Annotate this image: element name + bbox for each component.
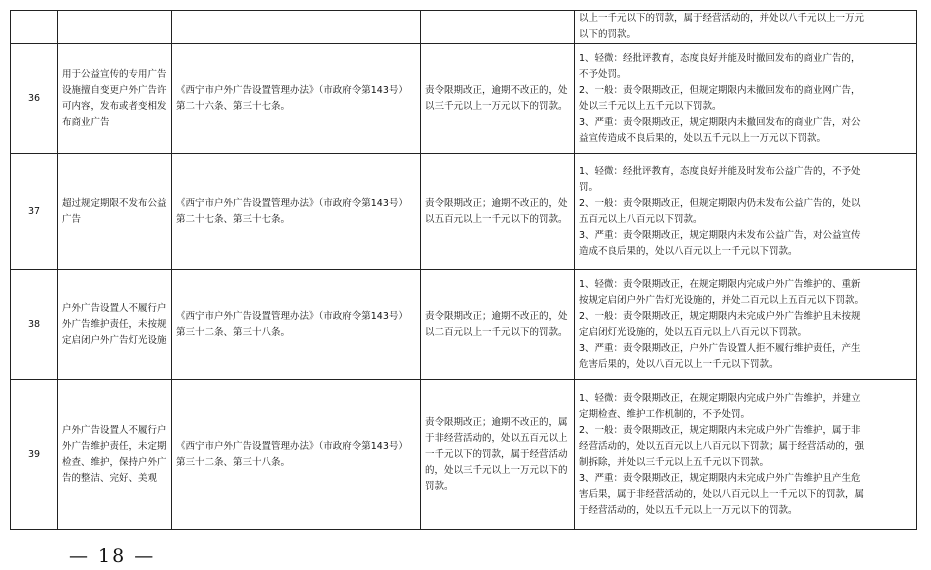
standard-line: 3、严重：责令限期改正，规定期限内未撤回发布的商业广告，对公	[579, 116, 861, 128]
standard-line: 五百元以上八百元以下罚款。	[579, 213, 703, 225]
standard-line: 1、轻微：责令限期改正，在规定期限内完成户外广告维护的、重新	[579, 278, 861, 290]
standard-line: 处以三千元以上五千元以下罚款。	[579, 100, 722, 112]
standard-line: 按规定启闭户外广告灯光设施的，并处二百元以上五百元以下罚款。	[579, 294, 865, 306]
standard-line: 危害后果的，处以八百元以上一千元以下罚款。	[579, 358, 779, 370]
violation-condition: 户外广告设置人不履行户外广告维护责任，未按规定启闭户外广告灯光设施	[58, 270, 172, 380]
table-row	[11, 270, 917, 380]
table-row	[11, 380, 917, 530]
row-number: 39	[11, 380, 58, 530]
violation-condition: 户外广告设置人不履行户外广告维护责任，未定期检查、维护，保持户外广告的整洁、完好、美观	[58, 380, 172, 530]
standard-line: 以上一千元以下的罚款，属于经营活动的，并处以八千元以上一万元	[579, 13, 865, 24]
standard-line: 制拆除，并处以三千元以上五千元以下罚款。	[579, 456, 770, 468]
row-number: 37	[11, 154, 58, 270]
legal-basis	[172, 11, 421, 44]
standard-line: 2、一般：责令限期改正，但规定期限内仍未发布公益广告的，处以	[579, 197, 861, 209]
standard-line: 益宣传造成不良后果的，处以五千元以上一万元以下罚款。	[579, 132, 827, 144]
standard-line: 定期检查、维护工作机制的，不予处罚。	[579, 408, 751, 420]
discretion-standard	[575, 44, 917, 154]
discretion-standard	[575, 11, 917, 44]
standard-line: 1、轻微：责令限期改正，在规定期限内完成户外广告维护，并建立	[579, 392, 861, 404]
standard-line: 2、一般：责令限期改正，规定期限内未完成户外广告维护且未按规	[579, 310, 861, 322]
legal-basis: 《西宁市户外广告设置管理办法》（市政府令第143号）第二十七条、第三十七条。	[172, 154, 421, 270]
row-number: 36	[11, 44, 58, 154]
table-body	[11, 11, 917, 530]
penalty-action: 责令限期改正；逾期不改正的，处以五百元以上一千元以下的罚款。	[421, 154, 575, 270]
standard-line: 1、轻微：经批评教育，态度良好并能及时发布公益广告的，不予处	[579, 165, 861, 177]
penalty-action: 责令限期改正；逾期不改正的，属于非经营活动的，处以五百元以上一千元以下的罚款，属于经营活动的，处以三千元以上一万元以下的罚款。	[421, 380, 575, 530]
discretion-standard	[575, 380, 917, 530]
standard-line: 经营活动的，处以五百元以上八百元以下罚款；属于经营活动的，强	[579, 440, 865, 452]
table-row	[11, 154, 917, 270]
standard-line: 害后果，属于非经营活动的，处以八百元以上一千元以下的罚款，属	[579, 488, 865, 500]
standard-line: 造成不良后果的，处以八百元以上一千元以下罚款。	[579, 245, 798, 257]
standard-line: 1、轻微：经批评教育，态度良好并能及时撤回发布的商业广告的，	[579, 52, 861, 64]
standard-line: 于经营活动的，处以五千元以上一万元以下的罚款。	[579, 504, 798, 516]
penalty-action	[421, 11, 575, 44]
standard-line: 不予处罚。	[579, 68, 627, 80]
standard-line: 定启闭灯光设施的，处以五百元以上八百元以下罚款。	[579, 326, 808, 338]
standard-line: 3、严重：责令限期改正，规定期限内未完成户外广告维护且产生危	[579, 472, 861, 484]
table-row	[11, 44, 917, 154]
discretion-standard	[575, 154, 917, 270]
violation-condition: 超过规定期限不发布公益广告	[58, 154, 172, 270]
standard-line: 以下的罚款。	[579, 29, 637, 40]
legal-basis: 《西宁市户外广告设置管理办法》（市政府令第143号）第三十二条、第三十八条。	[172, 270, 421, 380]
violation-condition	[58, 11, 172, 44]
penalty-action: 责令限期改正，逾期不改正的，处以三千元以上一万元以下的罚款。	[421, 44, 575, 154]
discretion-standard	[575, 270, 917, 380]
standard-line: 罚。	[579, 181, 599, 193]
standard-line: 2、一般：责令限期改正，但规定期限内未撤回发布的商业网广告，	[579, 84, 861, 96]
standard-line: 2、一般：责令限期改正，规定期限内未完成户外广告维护，属于非	[579, 424, 861, 436]
penalty-standards-table	[10, 10, 917, 530]
row-number: 38	[11, 270, 58, 380]
legal-basis: 《西宁市户外广告设置管理办法》（市政府令第143号）第二十六条、第三十七条。	[172, 44, 421, 154]
legal-basis: 《西宁市户外广告设置管理办法》（市政府令第143号）第三十二条、第三十八条。	[172, 380, 421, 530]
violation-condition: 用于公益宣传的专用广告设施擅自变更户外广告许可内容，发布或者变相发布商业广告	[58, 44, 172, 154]
standard-line: 3、严重：责令限期改正，户外广告设置人拒不履行维护责任，产生	[579, 342, 861, 354]
standard-line: 3、严重：责令限期改正，规定期限内未发布公益广告，对公益宣传	[579, 229, 861, 241]
penalty-action: 责令限期改正；逾期不改正的，处以二百元以上一千元以下的罚款。	[421, 270, 575, 380]
row-number	[11, 11, 58, 44]
page-number: — 18 —	[69, 545, 156, 567]
table-row	[11, 11, 917, 44]
